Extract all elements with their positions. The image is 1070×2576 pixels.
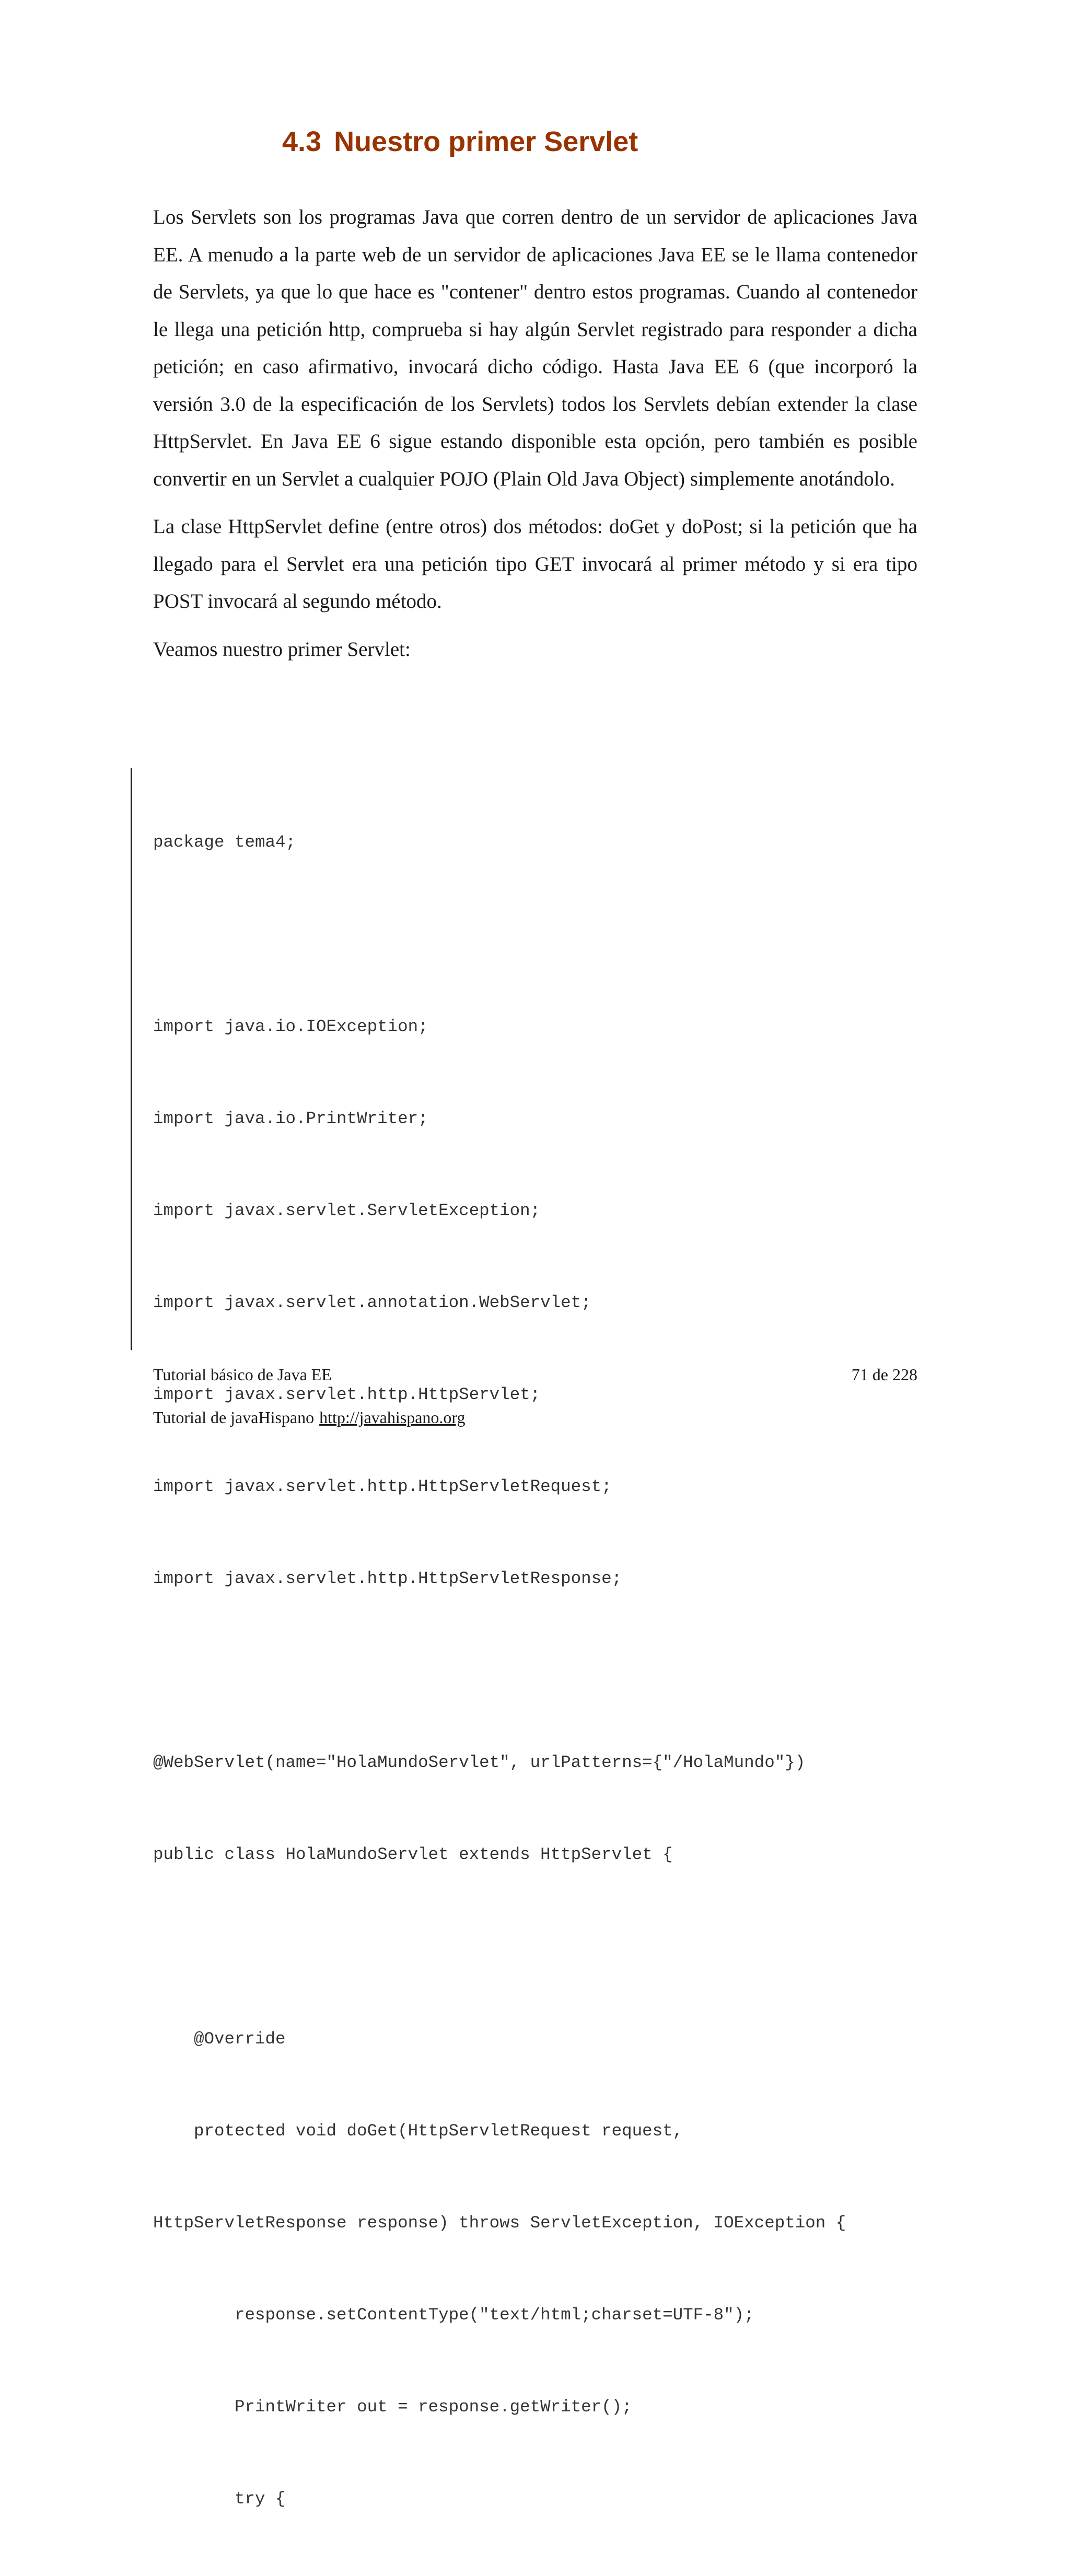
footer-credit: Tutorial de javaHispano bbox=[153, 1408, 315, 1427]
footer-doc-title: Tutorial básico de Java EE bbox=[153, 1365, 332, 1384]
code-line: import javax.servlet.http.HttpServletResponse; bbox=[153, 1569, 622, 1589]
code-block-border bbox=[131, 768, 132, 1350]
code-line bbox=[153, 920, 846, 951]
code-block bbox=[153, 766, 846, 2576]
code-line: import javax.servlet.http.HttpServletRequest; bbox=[153, 1477, 612, 1497]
section-heading bbox=[282, 125, 638, 158]
code-line: HttpServletResponse response) throws ServletException, IOException { bbox=[153, 2213, 846, 2233]
code-line: @Override bbox=[153, 2029, 286, 2049]
code-line bbox=[153, 1932, 846, 1963]
code-line: import javax.servlet.annotation.WebServlet; bbox=[153, 1292, 591, 1312]
body-text bbox=[153, 199, 917, 678]
footer-credit-line bbox=[153, 1408, 465, 1427]
code-line: import java.io.PrintWriter; bbox=[153, 1108, 428, 1128]
paragraph-intro: Los Servlets son los programas Java que corren dentro de un servidor de aplicaciones Java EE. A menudo a la parte web de un servidor de aplicaciones Java EE se le llama contenedor de Servlets, ya que lo que hace es "contener" dentro estos programas. Cuando al contenedor le llega una petición http, comprueba si hay algún Servlet registrado para responder a dicha petición; en caso afirmativo, invocará dicho código. Hasta Java EE 6 (que incorporó la versión 3.0 de la especificación de los Servlets) todos los Servlets debían extender la clase HttpServlet. En Java EE 6 sigue estando disponible esta opción, pero también es posible convertir en un Servlet a cualquier POJO (Plain Old Java Object) simplemente anotándolo. bbox=[153, 206, 917, 490]
code-line: public class HolaMundoServlet extends HttpServlet { bbox=[153, 1845, 673, 1865]
code-line: response.setContentType("text/html;charset=UTF-8"); bbox=[153, 2305, 754, 2325]
code-line: @WebServlet(name="HolaMundoServlet", urlPatterns={"/HolaMundo"}) bbox=[153, 1753, 806, 1773]
code-line bbox=[153, 1656, 846, 1686]
paragraph-methods: La clase HttpServlet define (entre otros) dos métodos: doGet y doPost; si la petición que ha llegado para el Servlet era una petición tipo GET invocará al primer método y si era tipo POST invocará al segundo método. bbox=[153, 515, 917, 613]
footer-link[interactable]: http://javahispano.org bbox=[319, 1408, 466, 1427]
code-line: package tema4; bbox=[153, 833, 296, 852]
section-number: 4.3 bbox=[282, 126, 322, 157]
code-line: import javax.servlet.http.HttpServlet; bbox=[153, 1384, 541, 1404]
code-line: import java.io.IOException; bbox=[153, 1016, 428, 1036]
code-line: import javax.servlet.ServletException; bbox=[153, 1200, 541, 1220]
code-line: try { bbox=[153, 2489, 286, 2509]
code-line: protected void doGet(HttpServletRequest request, bbox=[153, 2121, 683, 2141]
paragraph-lead-in: Veamos nuestro primer Servlet: bbox=[153, 638, 411, 661]
section-title: Nuestro primer Servlet bbox=[334, 126, 638, 157]
code-line: PrintWriter out = response.getWriter(); bbox=[153, 2397, 632, 2417]
footer-page-number: 71 de 228 bbox=[851, 1365, 917, 1384]
